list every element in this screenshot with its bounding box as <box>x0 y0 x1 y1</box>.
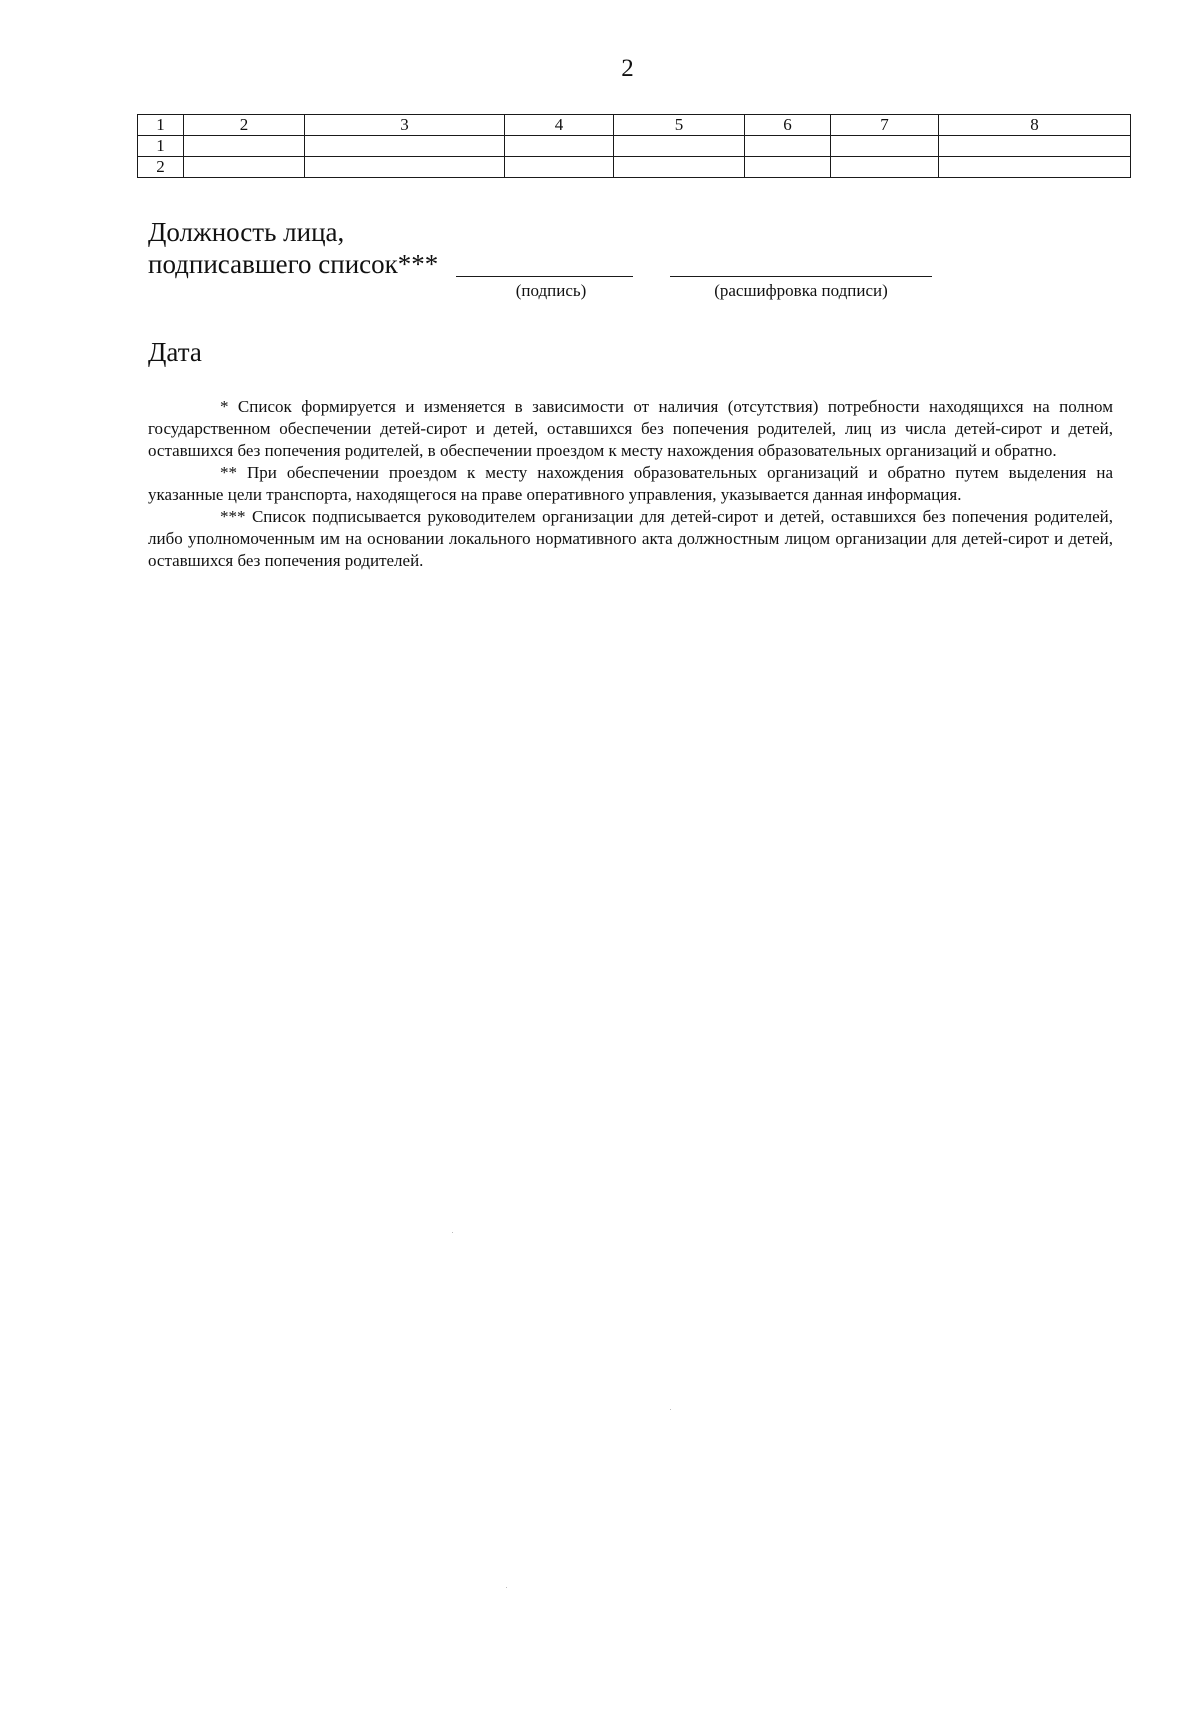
table-header-cell: 1 <box>138 115 184 136</box>
scan-speck <box>506 1587 507 1588</box>
table-cell <box>939 157 1131 178</box>
footnote-2: ** При обеспечении проездом к месту нахождения образовательных организаций и обратно путем выделения на указанные цели транспорта, находящегося на праве оперативного управления, указывается данная информация. <box>148 463 1113 504</box>
scan-speck <box>452 1232 453 1233</box>
table-cell <box>305 136 505 157</box>
signature-line <box>456 276 633 277</box>
footnote-1: * Список формируется и изменяется в зависимости от наличия (отсутствия) потребности находящихся на полном государственном обеспечении детей-сирот и детей, оставшихся без попечения родителей, лиц из числа детей-сирот и детей, оставшихся без попечения родителей, в обеспечении проездом к месту нахождения образовательных организаций и обратно. <box>148 397 1113 460</box>
table-header-row <box>138 115 1131 136</box>
table-header-cell: 7 <box>831 115 939 136</box>
table-cell <box>831 157 939 178</box>
signature-decryption-caption: (расшифровка подписи) <box>714 281 888 300</box>
table-header-cell: 4 <box>505 115 614 136</box>
table-header-cell: 2 <box>184 115 305 136</box>
position-label-line2: подписавшего список*** <box>148 249 439 279</box>
footnote-3: *** Список подписывается руководителем организации для детей-сирот и детей, оставшихся без попечения родителей, либо уполномоченным им на основании локального нормативного акта должностным лицом организации для детей-сирот и детей, оставшихся без попечения родителей. <box>148 507 1113 570</box>
scan-speck <box>670 1409 671 1410</box>
table-cell <box>614 136 745 157</box>
table-cell <box>305 157 505 178</box>
signature-caption: (подпись) <box>515 281 587 300</box>
table-cell <box>505 157 614 178</box>
table-row <box>138 136 1131 157</box>
table-cell-number: 1 <box>138 136 184 157</box>
signatory-position <box>148 216 438 280</box>
table-cell <box>184 136 305 157</box>
table-cell <box>745 136 831 157</box>
table-cell <box>505 136 614 157</box>
table-row <box>138 157 1131 178</box>
table-cell <box>614 157 745 178</box>
table-cell-number: 2 <box>138 157 184 178</box>
table-cell <box>745 157 831 178</box>
table-cell <box>831 136 939 157</box>
position-label-line1: Должность лица, <box>148 217 345 247</box>
page-number: 2 <box>621 55 634 82</box>
date-label: Дата <box>148 337 202 367</box>
list-table <box>137 114 1131 178</box>
table-header-cell: 5 <box>614 115 745 136</box>
table-cell <box>184 157 305 178</box>
table-header-cell: 3 <box>305 115 505 136</box>
footnotes <box>148 396 1113 572</box>
table-header-cell: 8 <box>939 115 1131 136</box>
table-cell <box>939 136 1131 157</box>
signature-decryption-line <box>670 276 932 277</box>
table-header-cell: 6 <box>745 115 831 136</box>
